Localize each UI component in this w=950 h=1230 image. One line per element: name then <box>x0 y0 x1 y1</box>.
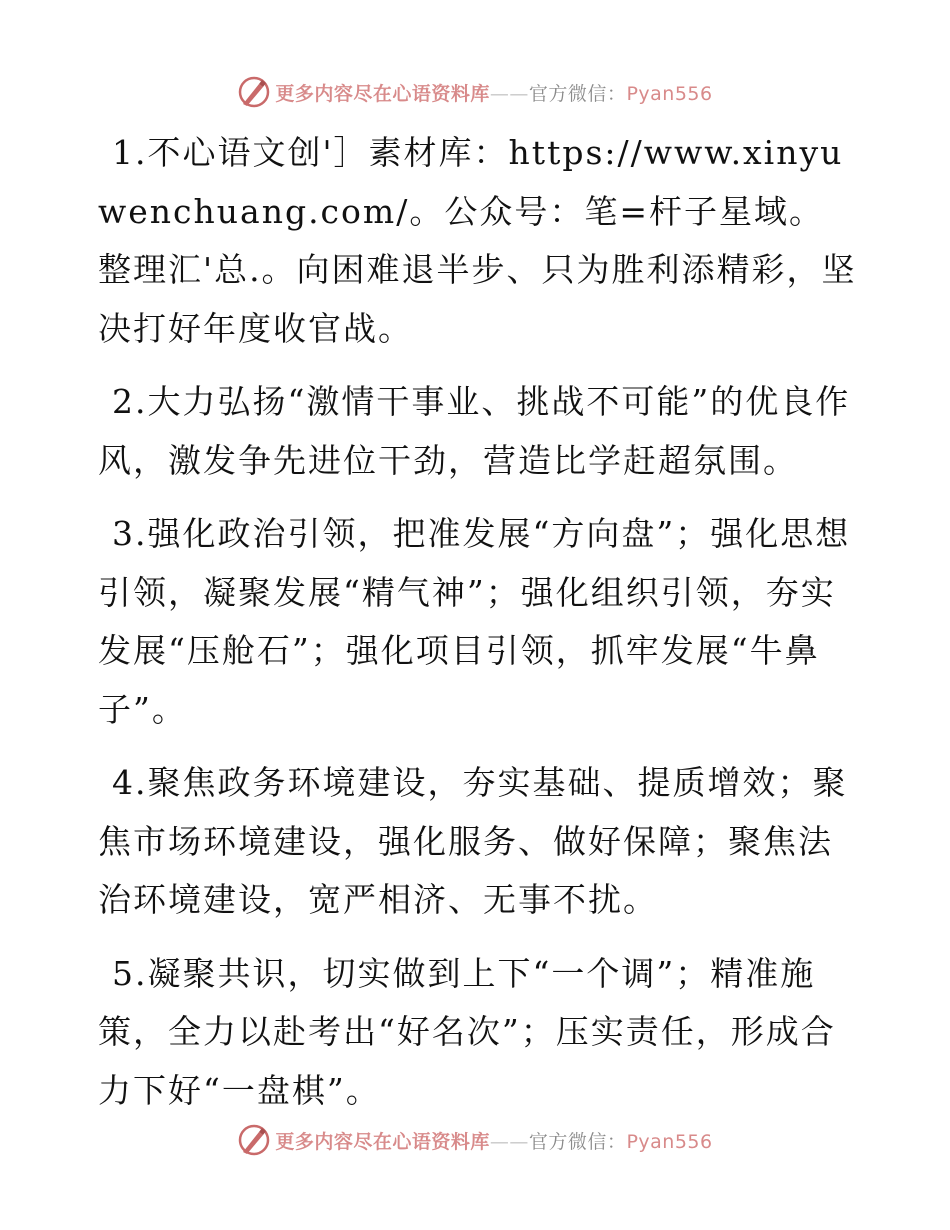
watermark-brand: 更多内容尽在心语资料库 <box>275 1130 490 1153</box>
watermark-wechat-label: 官方微信： <box>528 82 627 105</box>
footer-watermark-banner <box>0 1118 950 1162</box>
watermark-separator: —— <box>489 1130 529 1153</box>
watermark-text <box>275 79 712 106</box>
watermark-wechat-label: 官方微信： <box>528 1130 627 1153</box>
watermark-handle: Pyan556 <box>626 1130 713 1153</box>
watermark-separator: —— <box>489 82 529 105</box>
paragraph-5: 5.凝聚共识，切实做到上下“一个调”；精准施策，全力以赴考出“好名次”；压实责任，形成合力下好“一盘棋”。 <box>98 953 836 1110</box>
paragraph-1: 1.不心语文创'］素材库：https://www.xinyuwenchuang.com/。公众号：笔=杆子星域。整理汇'总.。向困难退半步、只为胜利添精彩，坚决打好年度收官战。 <box>98 133 857 348</box>
paragraph-4: 4.聚焦政务环境建设，夯实基础、提质增效；聚焦市场环境建设，强化服务、做好保障；聚焦法治环境建设，宽严相济、无事不扰。 <box>98 763 848 919</box>
pen-circle-logo-icon <box>237 75 271 109</box>
watermark-handle: Pyan556 <box>626 82 713 105</box>
pen-circle-logo-icon <box>237 1123 271 1157</box>
header-watermark-banner <box>0 70 950 114</box>
watermark-brand: 更多内容尽在心语资料库 <box>275 82 490 105</box>
document-body <box>98 124 858 1135</box>
paragraph-2: 2.大力弘扬“激情干事业、挑战不可能”的优良作风，激发争先进位干劲，营造比学赶超氛围。 <box>98 382 851 480</box>
paragraph-3: 3.强化政治引领，把准发展“方向盘”；强化思想引领，凝聚发展“精气神”；强化组织引领，夯实发展“压舱石”；强化项目引领，抓牢发展“牛鼻子”。 <box>98 514 851 729</box>
watermark-text <box>275 1127 712 1154</box>
